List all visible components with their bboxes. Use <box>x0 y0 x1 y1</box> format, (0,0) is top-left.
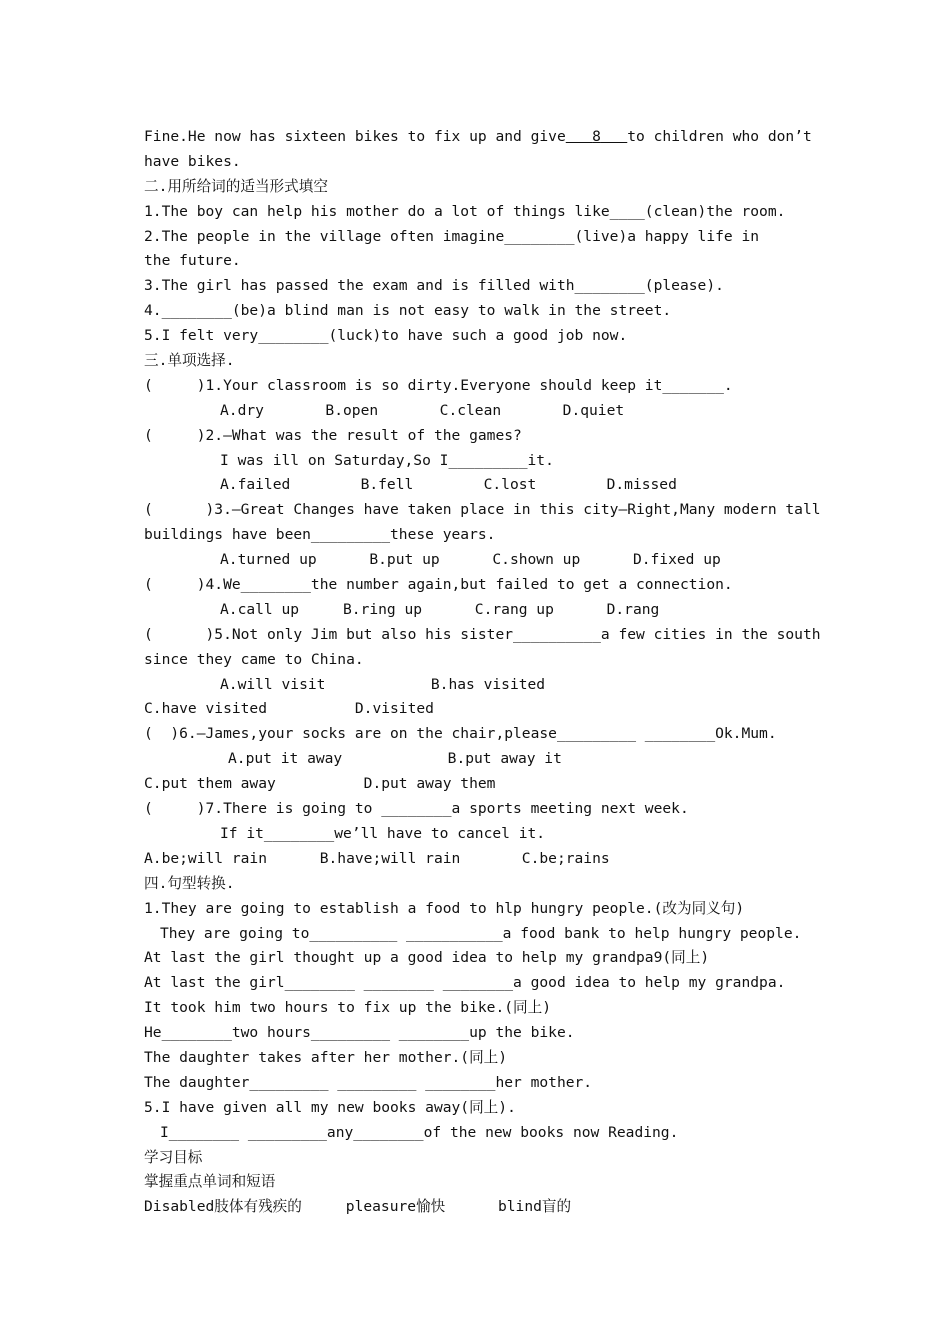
question-line: 5.I felt very________(luck)to have such a good job now. <box>144 327 628 345</box>
question-line: I________ _________any________of the new books now Reading. <box>160 1123 679 1141</box>
vocabulary-line: Disabled肢体有残疾的 pleasure愉快 blind盲的 <box>144 1198 572 1216</box>
question-line: 3.The girl has passed the exam and is filled with________(please). <box>144 277 724 295</box>
section-heading: 三.单项选择. <box>144 352 235 370</box>
text-line <box>144 125 812 150</box>
options-line: C.put them away D.put away them <box>144 775 496 793</box>
options-line: A.call up B.ring up C.rang up D.rang <box>220 600 660 618</box>
options-line: A.failed B.fell C.lost D.missed <box>220 476 677 494</box>
section-heading: 二.用所给词的适当形式填空 <box>144 177 328 195</box>
question-line: since they came to China. <box>144 650 364 668</box>
document-body <box>144 125 821 1220</box>
question-line: At last the girl thought up a good idea to help my grandpa9(同上) <box>144 949 710 967</box>
options-line: A.dry B.open C.clean D.quiet <box>220 401 625 419</box>
options-line: A.put it away B.put away it <box>228 750 562 768</box>
section-heading: 学习目标 <box>144 1148 203 1166</box>
text-segment: to children who don’t <box>627 128 812 145</box>
options-line: A.will visit B.has visited <box>220 675 546 693</box>
question-line: ( )5.Not only Jim but also his sister__________a few cities in the south <box>144 625 821 643</box>
question-line: The daughter_________ _________ ________her mother. <box>144 1073 593 1091</box>
question-line: The daughter takes after her mother.(同上) <box>144 1048 508 1066</box>
question-line: ( )3.—Great Changes have taken place in this city—Right,Many modern tall <box>144 501 821 519</box>
question-line: 5.I have given all my new books away(同上). <box>144 1098 516 1116</box>
question-line: ( )2.—What was the result of the games? <box>144 426 522 444</box>
question-line: 4.________(be)a blind man is not easy to walk in the street. <box>144 302 672 320</box>
question-line: ( )1.Your classroom is so dirty.Everyone should keep it_______. <box>144 376 733 394</box>
question-line: 1.They are going to establish a food to hlp hungry people.(改为同义句) <box>144 899 745 917</box>
question-line: I was ill on Saturday,So I_________it. <box>220 451 554 469</box>
answer-blank <box>566 128 628 145</box>
question-line: ( )7.There is going to ________a sports meeting next week. <box>144 800 689 818</box>
options-line: C.have visited D.visited <box>144 700 434 718</box>
blank-number: 8 <box>592 128 601 145</box>
question-line: 2.The people in the village often imagine________(live)a happy life in <box>144 227 760 245</box>
text-segment: Fine.He now has sixteen bikes to fix up and give <box>144 128 566 145</box>
question-line: the future. <box>144 252 241 270</box>
question-line: They are going to__________ ___________a food bank to help hungry people. <box>160 924 802 942</box>
question-line: If it________we’ll have to cancel it. <box>220 824 546 842</box>
question-line: It took him two hours to fix up the bike.(同上) <box>144 999 551 1017</box>
text-line: have bikes. <box>144 152 241 170</box>
question-line: At last the girl________ ________ ________a good idea to help my grandpa. <box>144 974 786 992</box>
options-line: A.be;will rain B.have;will rain C.be;rains <box>144 849 610 867</box>
question-line: He________two hours_________ ________up the bike. <box>144 1024 575 1042</box>
question-line: buildings have been_________these years. <box>144 526 496 544</box>
question-line: ( )6.—James,your socks are on the chair,please_________ ________Ok.Mum. <box>144 725 777 743</box>
text-line: 掌握重点单词和短语 <box>144 1173 276 1191</box>
question-line: 1.The boy can help his mother do a lot of things like____(clean)the room. <box>144 202 786 220</box>
question-line: ( )4.We________the number again,but failed to get a connection. <box>144 576 733 594</box>
options-line: A.turned up B.put up C.shown up D.fixed up <box>220 551 721 569</box>
section-heading: 四.句型转换. <box>144 874 235 892</box>
